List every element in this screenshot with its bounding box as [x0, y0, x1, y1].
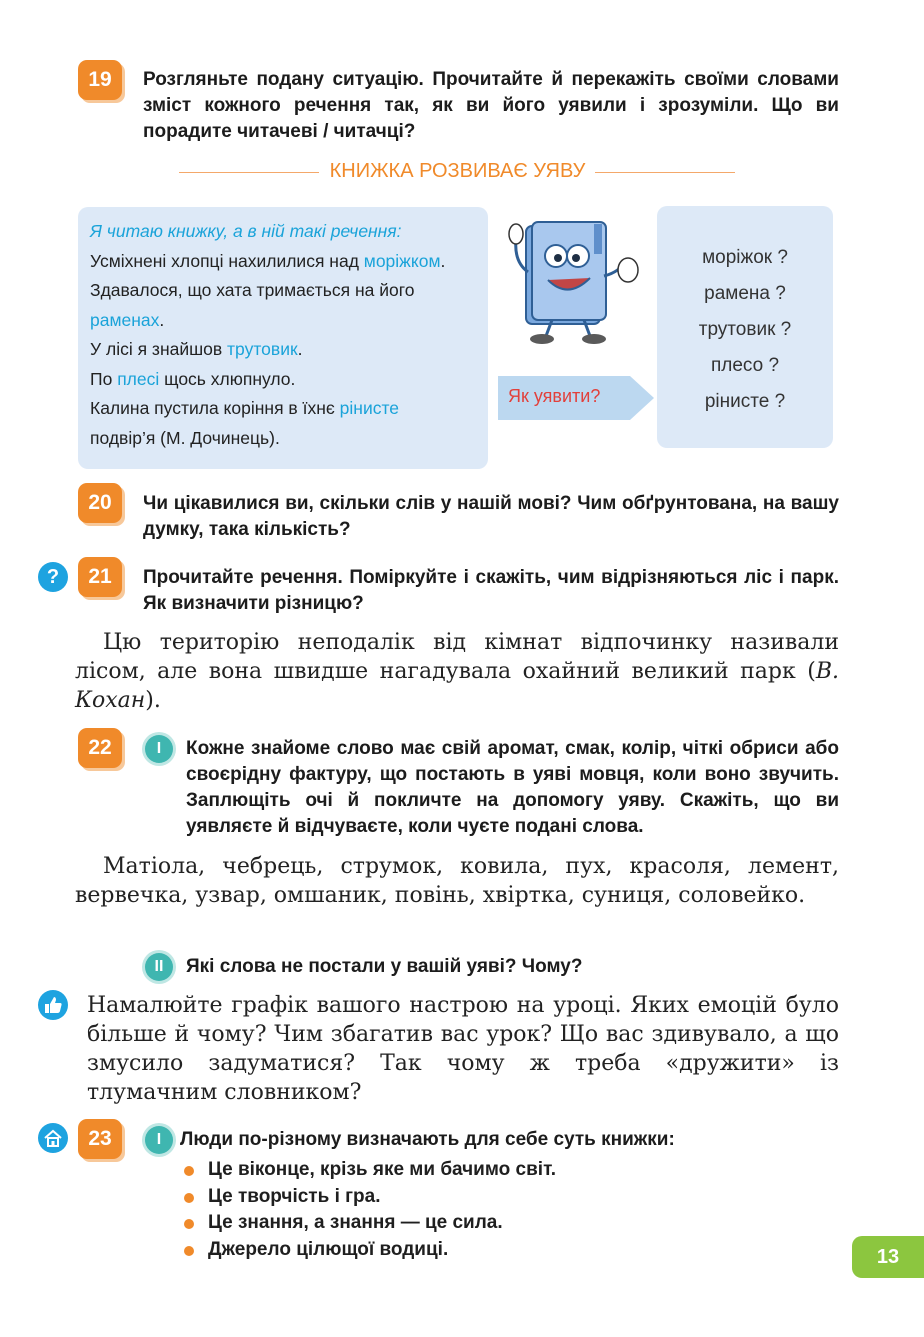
how-imagine-arrow — [498, 376, 654, 420]
task-number-20: 20 — [78, 483, 122, 523]
reading-panel — [78, 207, 488, 469]
list-item: Це творчість і гра. — [178, 1184, 778, 1211]
sentence-5: Калина пустила коріння в їхнє рінисте подвір’я (М. Дочинець). — [90, 398, 400, 448]
task-number-21: 21 — [78, 557, 122, 597]
task-number-23: 23 — [78, 1119, 122, 1159]
part-one-badge: I — [145, 735, 173, 763]
how-imagine-label: Як уявити? — [508, 386, 601, 406]
reading-intro: Я читаю книжку, а в ній такі речення: — [90, 221, 402, 241]
task-23-text: Люди по-різному визначають для себе суть книжки: — [180, 1129, 675, 1150]
sentence-2: Здавалося, що хата тримається на його раменах. — [90, 280, 415, 330]
list-item: Це знання, а знання — це сила. — [178, 1210, 778, 1237]
sentence-4: По плесі щось хлюпнуло. — [90, 368, 296, 389]
section-subtitle — [175, 158, 740, 188]
subtitle-text: КНИЖКА РОЗВИВАЄ УЯВУ — [329, 160, 586, 182]
reflection-text: Намалюйте графік вашого настрою на уроці. Яких емоцій було більше й чому? Чим збагатив вас урок? Що вас здивувало, а що змусило задуматися? Так чому ж треба «дружити» із тлумачним словником? — [87, 993, 839, 1105]
home-icon — [38, 1123, 68, 1153]
sentence-3: У лісі я знайшов трутовик. — [90, 339, 303, 359]
task-number-22: 22 — [78, 728, 122, 768]
list-item: Джерело цілющої водиці. — [178, 1237, 778, 1264]
question-icon: ? — [38, 562, 68, 592]
page-number: 13 — [852, 1236, 924, 1278]
question-word: рінисте ? — [704, 391, 786, 412]
subtitle-line-right — [595, 172, 735, 173]
thumbs-up-icon — [38, 990, 68, 1020]
question-word: трутовик ? — [698, 319, 792, 340]
task-22-text: Кожне знайоме слово має свій аромат, смак, колір, чіткі обриси або своєрідну фактуру, що постають в уяві мовця, коли воно звучить. Заплющіть очі й покличте на допомогу уяву. Скажіть, що ви уявляєте й відчуваєте, коли чуєте подані слова. — [186, 738, 839, 837]
task-19-text: Розгляньте подану ситуацію. Прочитайте й перекажіть своїми словами зміст кожного речення так, як ви його уявили і зрозуміли. Що ви порадите читачеві / читачці? — [143, 69, 839, 142]
task-22-part2-text: Які слова не постали у вашій уяві? Чому? — [186, 956, 583, 977]
task-22-words: Матіола, чебрець, струмок, ковила, пух, красоля, лемент, вервечка, узвар, омшаник, повінь, хвіртка, суниця, соловейко. — [75, 854, 839, 908]
book-character-icon — [498, 212, 648, 347]
question-word: плесо ? — [710, 355, 780, 376]
questions-panel — [657, 206, 833, 448]
task-23-part-one-badge: I — [145, 1126, 173, 1154]
task-20-text: Чи цікавилися ви, скільки слів у нашій мові? Чим обґрунтована, на вашу думку, така кількість? — [143, 493, 839, 540]
book-definitions-list — [178, 1157, 778, 1263]
task-21-text: Прочитайте речення. Поміркуйте і скажіть, чим відрізняються ліс і парк. Як визначити різницю? — [143, 567, 839, 614]
task-21-quote: Цю територію неподалік від кімнат відпочинку називали лісом, але вона швидше нагадувала охайний великий парк (В. Кохан). — [75, 630, 839, 713]
sentence-1: Усміхнені хлопці нахилилися над моріжком. — [90, 250, 446, 271]
part-two-badge: II — [145, 953, 173, 981]
task-number-19: 19 — [78, 60, 122, 100]
question-word: рамена ? — [704, 283, 786, 304]
list-item: Це віконце, крізь яке ми бачимо світ. — [178, 1157, 778, 1184]
question-word: моріжок ? — [702, 247, 788, 268]
